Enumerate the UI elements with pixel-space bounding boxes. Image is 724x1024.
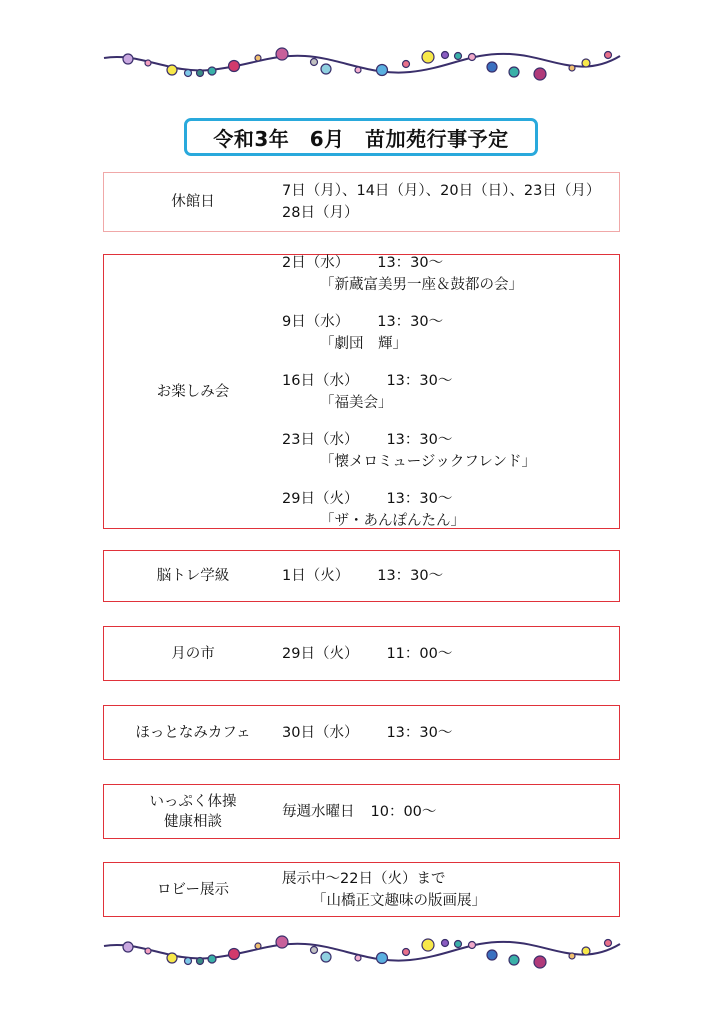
event-time: 13：30～ bbox=[386, 431, 453, 448]
holiday-section bbox=[103, 172, 620, 232]
event-name: 「新蔵富美男一座＆鼓都の会」 bbox=[320, 276, 523, 293]
holiday-dates-line1: 7日（月）、14日（月）、20日（日）、23日（月） bbox=[282, 183, 601, 199]
exercise-date: 毎週水曜日 bbox=[282, 803, 355, 820]
event-name: 「ザ・あんぽんたん」 bbox=[320, 512, 465, 529]
exercise-label-line1: いっぷく体操 bbox=[149, 793, 237, 810]
entertainment-label: お楽しみ会 bbox=[156, 383, 230, 400]
event-name: 「懐メロミュージックフレンド」 bbox=[320, 453, 536, 470]
cafe-time: 13：30～ bbox=[386, 724, 453, 741]
event-date: 9日（水） bbox=[282, 313, 350, 330]
brain-training-section bbox=[103, 550, 620, 602]
holiday-dates bbox=[282, 173, 619, 231]
event-item bbox=[282, 488, 619, 532]
brain-training-label: 脳トレ学級 bbox=[156, 568, 230, 584]
monthly-market-label: 月の市 bbox=[171, 645, 215, 662]
event-time: 13：30～ bbox=[377, 313, 444, 330]
page-title: 令和3年 6月 苗加苑行事予定 bbox=[184, 118, 538, 156]
event-item bbox=[282, 370, 619, 414]
event-time: 13：30～ bbox=[386, 372, 453, 389]
event-date: 29日（火） bbox=[282, 490, 359, 507]
lobby-exhibit-period: 展示中～22日（火）まで bbox=[282, 870, 446, 887]
exercise-section bbox=[103, 784, 620, 839]
monthly-market-date: 29日（火） bbox=[282, 645, 359, 662]
brain-training-time: 13：30～ bbox=[377, 568, 444, 584]
event-item bbox=[282, 311, 619, 355]
monthly-market-section bbox=[103, 626, 620, 681]
event-time: 13：30～ bbox=[377, 254, 444, 271]
event-date: 23日（水） bbox=[282, 431, 359, 448]
event-item bbox=[282, 252, 619, 296]
monthly-market-time: 11：00～ bbox=[386, 645, 453, 662]
lobby-exhibit-section bbox=[103, 862, 620, 917]
cafe-date: 30日（水） bbox=[282, 724, 359, 741]
lobby-exhibit-title: 「山橋正文趣味の版画展」 bbox=[312, 892, 486, 909]
exercise-time: 10：00～ bbox=[370, 803, 437, 820]
holiday-dates-line2: 28日（月） bbox=[282, 205, 359, 221]
event-time: 13：30～ bbox=[386, 490, 453, 507]
top-garland-decoration bbox=[100, 42, 624, 92]
event-name: 「福美会」 bbox=[320, 394, 393, 411]
event-date: 16日（水） bbox=[282, 372, 359, 389]
event-date: 2日（水） bbox=[282, 254, 350, 271]
bottom-garland-decoration bbox=[100, 930, 624, 980]
lobby-exhibit-label: ロビー展示 bbox=[157, 881, 229, 898]
exercise-label bbox=[104, 785, 282, 838]
holiday-label: 休館日 bbox=[171, 194, 215, 210]
event-item bbox=[282, 429, 619, 473]
entertainment-section bbox=[103, 254, 620, 529]
brain-training-date: 1日（火） bbox=[282, 568, 350, 584]
exercise-label-line2: 健康相談 bbox=[164, 813, 222, 830]
event-name: 「劇団 輝」 bbox=[320, 335, 407, 352]
cafe-section bbox=[103, 705, 620, 760]
cafe-label: ほっとなみカフェ bbox=[135, 724, 251, 741]
entertainment-events bbox=[282, 255, 619, 528]
